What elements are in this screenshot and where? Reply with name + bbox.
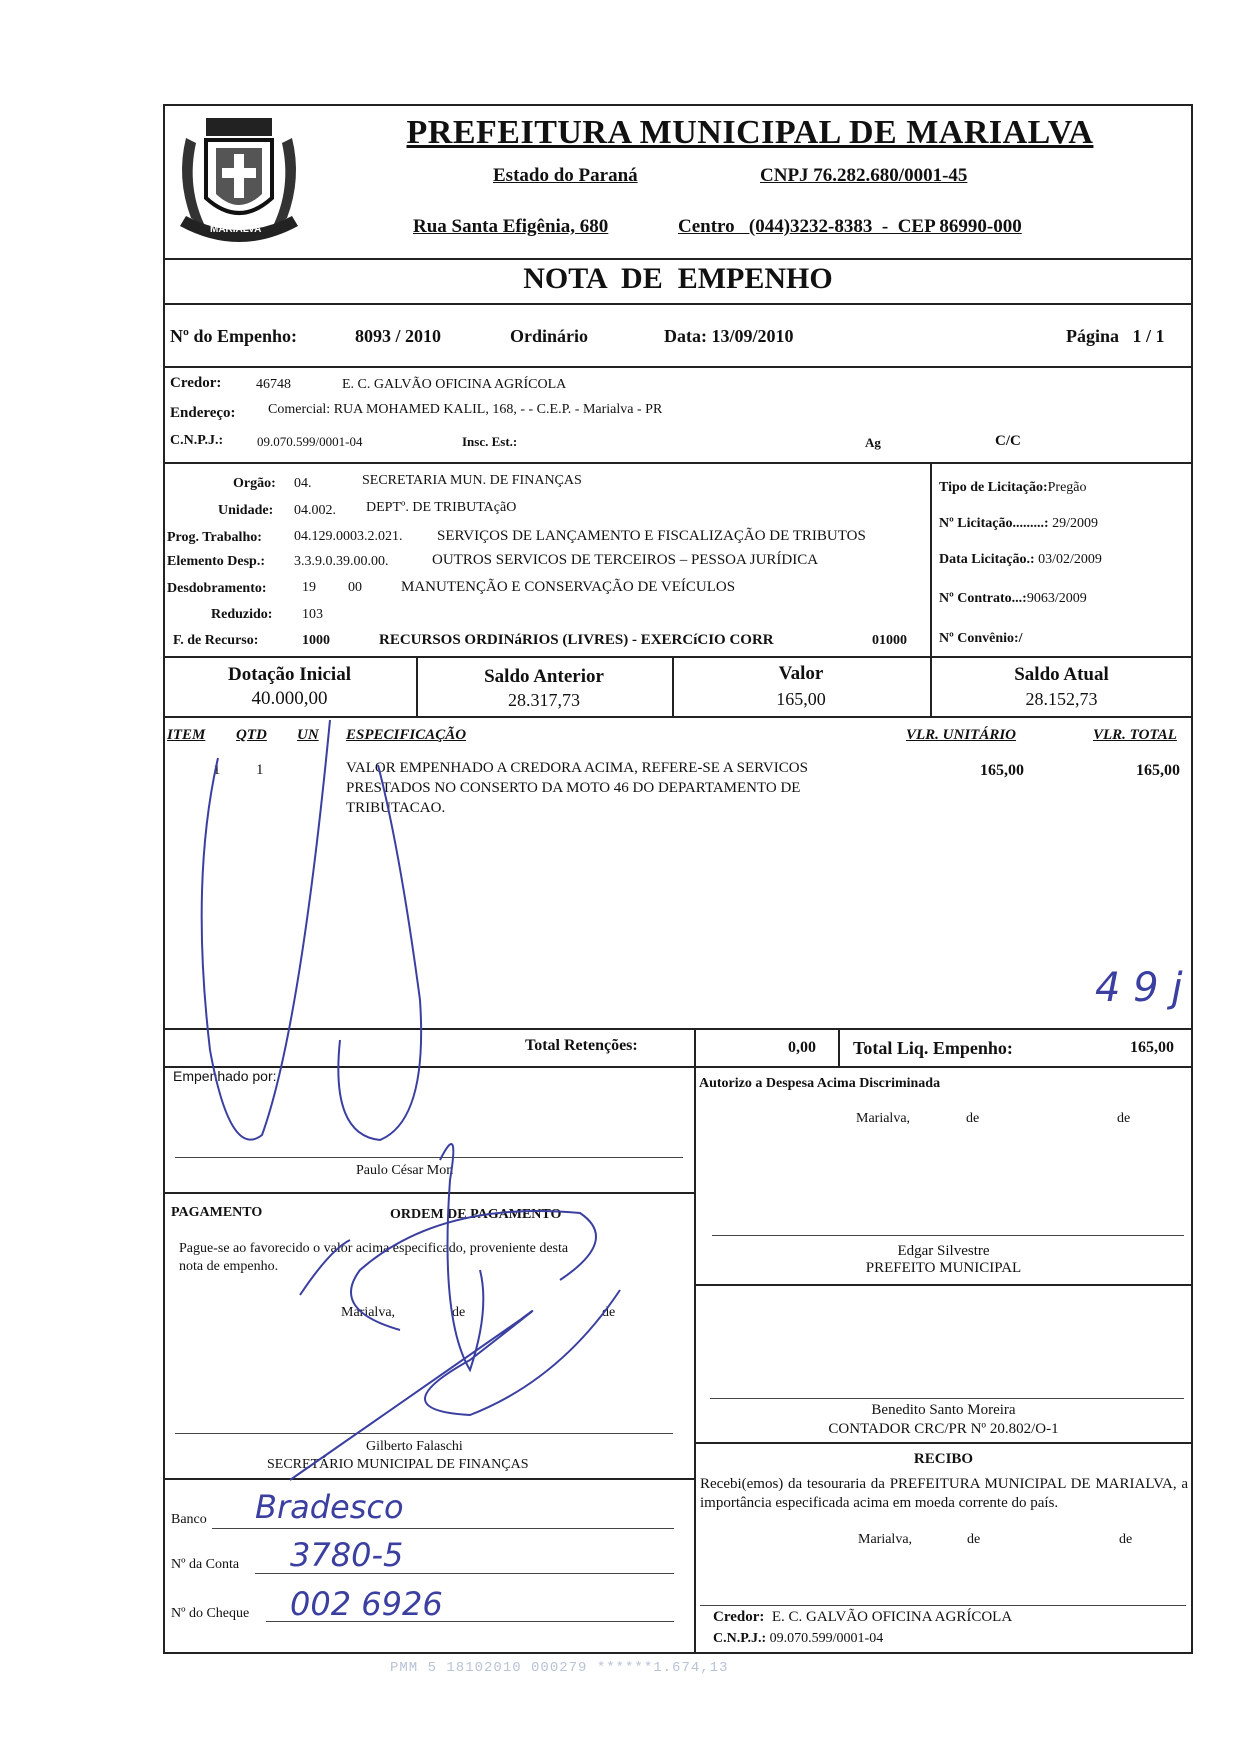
credor-cnpj: 09.070.599/0001-04: [257, 434, 363, 449]
orgao-label: Orgão:: [233, 476, 276, 491]
desdobramento-code2: 00: [348, 580, 362, 595]
pague-text-2: nota de empenho.: [179, 1259, 279, 1274]
empenho-number: 8093 / 2010: [355, 326, 442, 346]
unidade-label: Unidade:: [218, 503, 274, 518]
col-un: UN: [297, 727, 319, 743]
banco-label: Banco: [171, 1512, 207, 1527]
contrato-numero: Nº Contrato...:9063/2009: [939, 591, 1087, 606]
ag-label: Ag: [865, 435, 881, 450]
contact-line: Centro (044)3232-8383 - CEP 86990-000: [678, 216, 1022, 237]
pague-text-1: Pague-se ao favorecido o valor acima especificado, proveniente desta: [179, 1241, 569, 1256]
right-de-1: de: [966, 1111, 980, 1126]
address-line: Rua Santa Efigênia, 680: [413, 216, 609, 237]
page-number: Página 1 / 1: [1066, 326, 1165, 346]
liq-label: Total Liq. Empenho:: [853, 1038, 1013, 1058]
footer-stamp: PMM 5 18102010 000279 ******1.674,13: [390, 1660, 729, 1676]
convenio-numero: Nº Convênio:/: [939, 631, 1023, 646]
page-title: PREFEITURA MUNICIPAL DE MARIALVA: [406, 114, 1094, 151]
licitacao-data: Data Licitação.: 03/02/2009: [939, 552, 1102, 567]
document-title: NOTA DE EMPENHO: [523, 262, 833, 295]
desdobramento-code1: 19: [302, 580, 316, 595]
item-desc-line3: TRIBUTACAO.: [346, 800, 446, 816]
right-de-2: de: [1117, 1111, 1131, 1126]
cheque-label: Nº do Cheque: [171, 1606, 250, 1621]
saldo-atual-label: Saldo Atual: [1014, 664, 1109, 685]
retencoes-label: Total Retenções:: [525, 1037, 638, 1054]
recurso-label: F. de Recurso:: [173, 633, 259, 648]
liq-value: 165,00: [1130, 1039, 1174, 1056]
recurso-code2: 01000: [872, 633, 907, 648]
signer-benedito-title: CONTADOR CRC/PR Nº 20.802/O-1: [828, 1421, 1059, 1437]
retencoes-value: 0,00: [788, 1039, 816, 1056]
credor-label: Credor:: [170, 375, 222, 391]
licitacao-tipo: Tipo de Licitação:Pregão: [939, 480, 1087, 495]
credor-code: 46748: [256, 377, 291, 392]
municipal-seal: [166, 108, 312, 258]
empenho-type: Ordinário: [510, 326, 589, 346]
orgao-code: 04.: [294, 476, 312, 491]
autorizo-label: Autorizo a Despesa Acima Discriminada: [699, 1076, 941, 1091]
col-qtd: QTD: [236, 727, 267, 743]
recibo-credor: Credor: E. C. GALVÃO OFICINA AGRÍCOLA: [713, 1609, 1013, 1625]
empenho-number-label: Nº do Empenho:: [170, 326, 297, 346]
state-label: Estado do Paraná: [493, 165, 638, 186]
item-qtd: 1: [256, 762, 264, 778]
empenhado-por-label: Empenhado por:: [173, 1068, 277, 1084]
recibo-de-2: de: [1119, 1532, 1133, 1547]
pagamento-label: PAGAMENTO: [171, 1205, 263, 1220]
cnpj-header: CNPJ 76.282.680/0001-45: [760, 165, 968, 186]
signer-edgar-title: PREFEITO MUNICIPAL: [865, 1260, 1022, 1276]
elemento-code: 3.3.9.0.39.00.00.: [294, 554, 389, 569]
elemento-name: OUTROS SERVICOS DE TERCEIROS – PESSOA JURÍDICA: [432, 552, 819, 568]
desdobramento-label: Desdobramento:: [167, 581, 267, 596]
item-unit-value: 165,00: [980, 762, 1024, 779]
left-place: Marialva,: [341, 1305, 396, 1320]
col-valor-total: VLR. TOTAL: [1093, 727, 1177, 743]
col-item: ITEM: [167, 727, 206, 743]
item-desc-line2: PRESTADOS NO CONSERTO DA MOTO 46 DO DEPARTAMENTO DE: [346, 780, 801, 796]
empenho-date: Data: 13/09/2010: [664, 326, 794, 346]
left-de-1: de: [452, 1305, 466, 1320]
signer-benedito: Benedito Santo Moreira: [871, 1402, 1016, 1418]
right-place: Marialva,: [856, 1111, 911, 1126]
ordem-pagamento-label: ORDEM DE PAGAMENTO: [390, 1207, 562, 1222]
item-desc-line1: VALOR EMPENHADO A CREDORA ACIMA, REFERE-SE A SERVICOS: [346, 760, 808, 776]
handwritten-page-number: 4 9 j: [1095, 965, 1183, 1011]
prog-label: Prog. Trabalho:: [167, 530, 262, 545]
saldo-anterior-label: Saldo Anterior: [484, 666, 604, 687]
col-valor-unitario: VLR. UNITÁRIO: [906, 727, 1017, 743]
prog-name: SERVIÇOS DE LANÇAMENTO E FISCALIZAÇÃO DE TRIBUTOS: [437, 528, 866, 544]
signer-gilberto: Gilberto Falaschi: [366, 1439, 463, 1454]
elemento-label: Elemento Desp.:: [167, 554, 265, 569]
desdobramento-name: MANUTENÇÃO E CONSERVAÇÃO DE VEÍCULOS: [401, 579, 736, 595]
conta-handwritten: 3780-5: [290, 1536, 404, 1574]
recibo-title: RECIBO: [913, 1451, 974, 1467]
dotacao-value: 40.000,00: [251, 688, 328, 709]
col-especificacao: ESPECIFICAÇÃO: [346, 727, 467, 743]
orgao-name: SECRETARIA MUN. DE FINANÇAS: [362, 473, 582, 488]
item-total-value: 165,00: [1136, 762, 1180, 779]
valor-value: 165,00: [776, 689, 826, 709]
recibo-text: Recebi(emos) da tesouraria da PREFEITURA MUNICIPAL DE MARIALVA, a importância especificada acima em moeda corrente do país.: [700, 1476, 1188, 1511]
credor-name: E. C. GALVÃO OFICINA AGRÍCOLA: [342, 377, 567, 392]
credor-address: Comercial: RUA MOHAMED KALIL, 168, - - C.E.P. - Marialva - PR: [268, 402, 663, 417]
banco-handwritten: Bradesco: [255, 1488, 404, 1526]
signer-edgar: Edgar Silvestre: [897, 1243, 990, 1259]
reduzido-value: 103: [302, 607, 323, 622]
valor-label: Valor: [778, 663, 824, 684]
signer-paulo: Paulo César Mon: [356, 1163, 454, 1178]
saldo-atual-value: 28.152,73: [1025, 689, 1098, 709]
unidade-code: 04.002.: [294, 503, 336, 518]
dotacao-label: Dotação Inicial: [228, 664, 351, 685]
cheque-handwritten: 002 6926: [290, 1585, 443, 1623]
insc-label: Insc. Est.:: [462, 434, 518, 449]
signer-gilberto-title: SECRETÁRIO MUNICIPAL DE FINANÇAS: [267, 1457, 529, 1472]
recurso-name: RECURSOS ORDINáRIOS (LIVRES) - EXERCíCIO CORR: [379, 632, 774, 648]
recibo-de-1: de: [967, 1532, 981, 1547]
recibo-place: Marialva,: [858, 1532, 913, 1547]
address-label: Endereço:: [170, 405, 236, 421]
cc-label: C/C: [995, 433, 1021, 449]
licitacao-numero: Nº Licitação.........: 29/2009: [939, 516, 1098, 531]
recibo-cnpj: C.N.P.J.: 09.070.599/0001-04: [713, 1631, 884, 1646]
seal-banner-text: MARIALVA: [210, 224, 262, 235]
left-de-2: de: [602, 1305, 616, 1320]
reduzido-label: Reduzido:: [211, 607, 273, 622]
cnpj-label: C.N.P.J.:: [170, 433, 224, 448]
saldo-anterior-value: 28.317,73: [508, 690, 580, 710]
conta-label: Nº da Conta: [171, 1557, 240, 1572]
item-number: 1: [213, 762, 221, 778]
unidade-name: DEPTº. DE TRIBUTAçãO: [366, 500, 517, 515]
recurso-code: 1000: [302, 633, 330, 648]
prog-code: 04.129.0003.2.021.: [294, 529, 403, 544]
